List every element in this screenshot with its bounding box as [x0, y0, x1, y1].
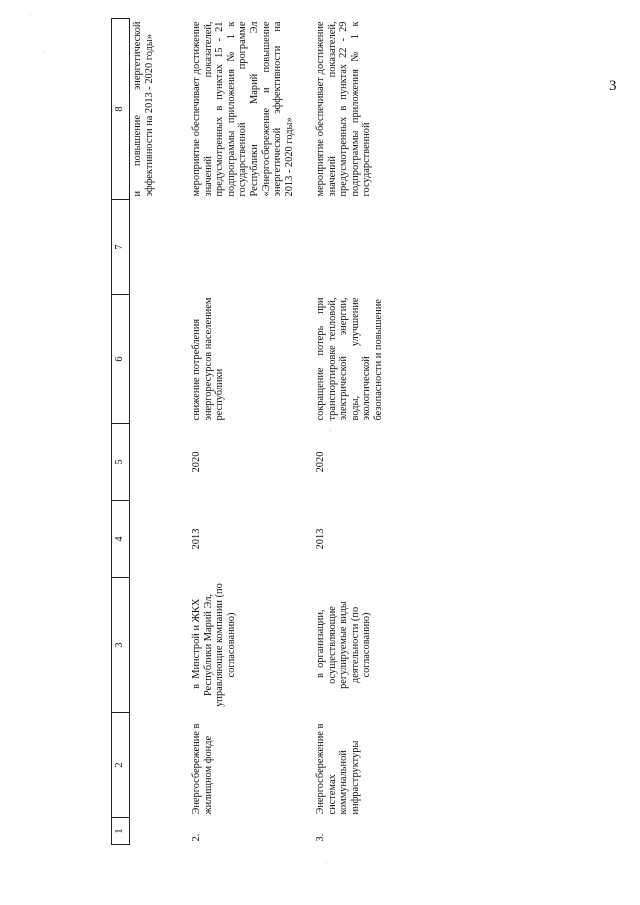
scan-speck — [326, 862, 327, 863]
col7-value — [189, 200, 313, 295]
header-cell-2: 2 — [112, 713, 130, 818]
executor-cell — [189, 578, 313, 713]
expected-result: снижение потребления энергоресурсов населением республики — [191, 297, 226, 421]
end-year — [130, 424, 190, 501]
executor: Минстрой и ЖКХ Республики Марий Эл, управляющие компании (по согласованию) — [191, 583, 237, 707]
expected-result: сокращение потерь при транспортировке тепловой, электрической энергии, воды, улучшение экологической безопасности и повышение — [315, 297, 384, 421]
measure-name — [130, 713, 190, 818]
end-year: 2020 — [191, 451, 202, 473]
scan-speck — [30, 14, 31, 15]
page-number: 3 — [609, 78, 617, 94]
table-row — [189, 19, 313, 845]
scan-speck — [330, 430, 331, 431]
scan-speck — [43, 52, 44, 53]
executor — [130, 578, 190, 713]
header-cell-3: 3 — [112, 578, 130, 713]
indicator-relation: мероприятие обеспечивает достижение значений показателей, предусмотренных в пунктах 22 - 29 подпрограммы приложения № 1 к государственной — [315, 21, 373, 197]
table-row — [130, 19, 190, 845]
rotated-table-sheet — [111, 21, 441, 845]
col7-value — [130, 200, 190, 295]
row-number: 2. — [191, 833, 202, 842]
measures-table — [111, 18, 437, 845]
table-row — [313, 19, 437, 845]
row-number: 3. — [315, 833, 326, 842]
executor: организации, осуществляющие регулируемые виды деятельности (по согласованию) — [315, 601, 373, 689]
start-year — [130, 501, 190, 578]
header-cell-8: 8 — [112, 19, 130, 200]
start-year: 2013 — [191, 528, 202, 550]
executor-prefix: в — [191, 683, 202, 689]
executor-cell — [313, 578, 437, 713]
indicator-relation: мероприятие обеспечивает достижение значений показателей, предусмотренных в пунктах 15 - 21 подпрограммы приложения № 1 к государственной программе Республики Марий Эл «Энергосбережение и повышение энергетической эффективности на 2013 - 2020 годы» — [191, 21, 295, 197]
header-cell-6: 6 — [112, 295, 130, 424]
header-cell-1: 1 — [112, 818, 130, 845]
measure-name: Энергосбережение в системах коммунальной инфраструктуры — [315, 723, 361, 815]
header-cell-7: 7 — [112, 200, 130, 295]
header-cell-4: 4 — [112, 501, 130, 578]
indicator-relation: и повышение энергетической эффективности на 2013 - 2020 годы» — [132, 21, 155, 197]
row-number — [130, 818, 190, 845]
header-row — [112, 19, 130, 845]
end-year: 2020 — [315, 451, 326, 473]
col7-value — [313, 200, 437, 295]
expected-result — [130, 295, 190, 424]
executor-prefix: в — [315, 673, 326, 678]
measure-name: Энергосбережение в жилищном фонде — [191, 723, 214, 815]
start-year: 2013 — [315, 528, 326, 550]
header-cell-5: 5 — [112, 424, 130, 501]
